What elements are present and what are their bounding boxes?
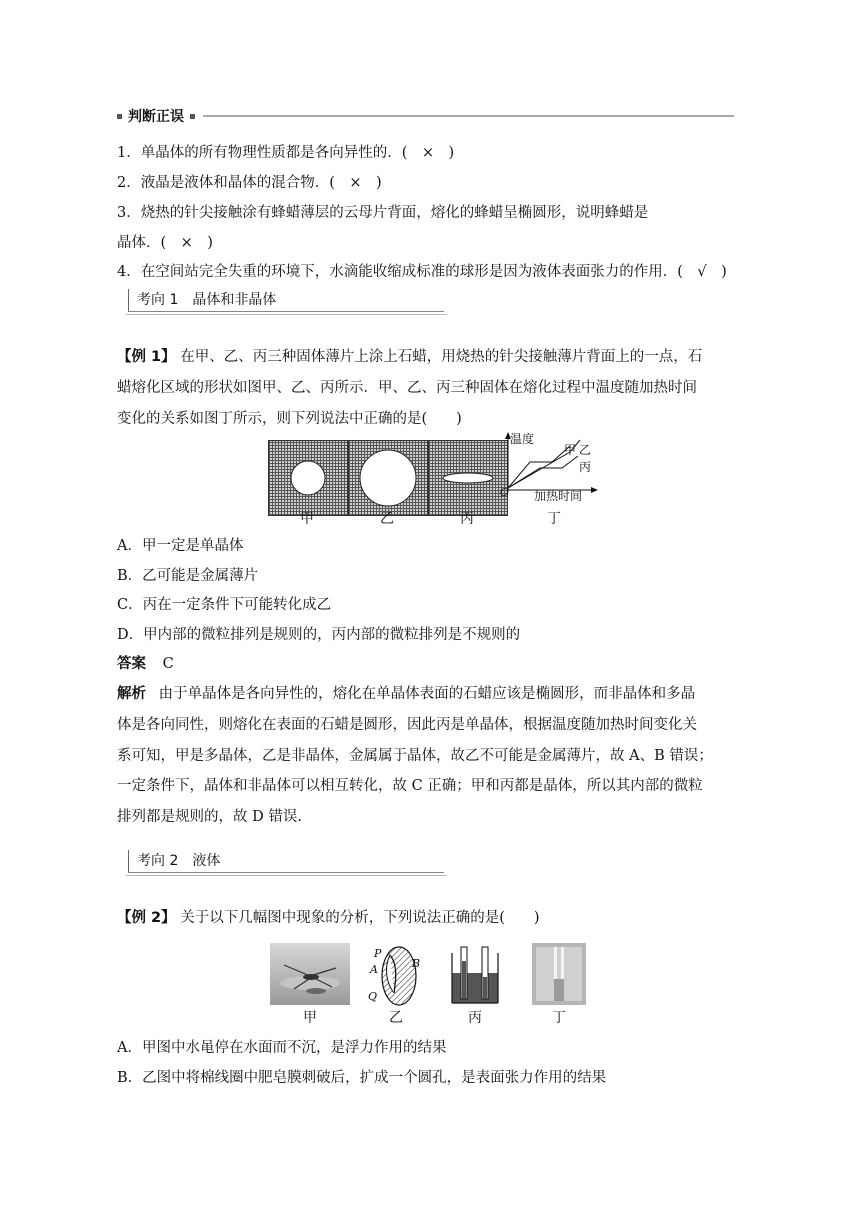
section-title: 判断正误	[128, 109, 184, 125]
square-bullet-icon	[117, 114, 122, 119]
fig1-label-bing: 丙	[460, 511, 474, 527]
example1-answer-line	[117, 652, 174, 673]
example1-option-b: B．乙可能是金属薄片	[117, 568, 259, 584]
kaoxiang-2-header	[128, 850, 444, 873]
judgment-1: 1．单晶体的所有物理性质都是各向异性的．( × )	[117, 145, 455, 161]
example1-tag: 【例 1】	[117, 349, 176, 365]
analysis-line-4: 一定条件下，晶体和非晶体可以相互转化，故 C 正确；甲和丙都是晶体，所以其内部的微粒	[117, 778, 703, 794]
label-a: A	[370, 963, 378, 976]
label-p: P	[374, 947, 382, 960]
fig2-label-ding: 丁	[552, 1010, 566, 1026]
fig1-label-jia: 甲	[300, 511, 314, 527]
fig2-label-bing: 丙	[468, 1010, 482, 1026]
example2-option-b: B．乙图中将棉线圈中肥皂膜刺破后，扩成一个圆孔，是表面张力作用的结果	[117, 1070, 607, 1086]
graph-y-label: 温度	[510, 432, 535, 446]
analysis-line-1	[117, 682, 695, 703]
circle-large-icon	[349, 441, 427, 515]
analysis-line-3: 系可知，甲是多晶体，乙是非晶体，金属属于晶体，故乙不可能是金属薄片，故 A、B 错误；	[117, 748, 713, 764]
circle-small-icon	[269, 441, 347, 515]
section-header	[117, 106, 734, 126]
capillary-photo	[532, 943, 586, 1005]
example1-text-1: 在甲、乙、丙三种固体薄片上涂上石蜡，用烧热的针尖接触薄片背面上的一点，石	[180, 349, 703, 365]
judgment-3-cont: 晶体．( × )	[117, 235, 213, 251]
fig1-label-yi: 乙	[380, 511, 394, 527]
example2-line	[117, 906, 540, 927]
label-b: B	[412, 957, 421, 970]
example1-option-d: D．甲内部的微粒排列是规则的，丙内部的微粒排列是不规则的	[117, 627, 521, 643]
answer-value: C	[162, 656, 174, 672]
analysis-text-1: 由于单晶体是各向异性的，熔化在单晶体表面的石蜡应该是椭圆形，而非晶体和多晶	[158, 686, 696, 702]
square-bullet-icon	[190, 114, 195, 119]
fig2-label-yi: 乙	[389, 1010, 403, 1026]
figure-jia-grid	[268, 440, 348, 516]
example1-option-c: C．丙在一定条件下可能转化成乙	[117, 597, 332, 613]
figure-bing-grid	[428, 440, 508, 516]
graph-curve-jia: 甲	[564, 443, 577, 457]
graph-x-label: 加热时间	[534, 489, 583, 503]
example2-option-a: A．甲图中水黾停在水面而不沉，是浮力作用的结果	[117, 1040, 447, 1056]
example2-tag: 【例 2】	[117, 910, 176, 926]
fig2-label-jia: 甲	[303, 1010, 317, 1026]
graph-curve-bing: 丙	[579, 460, 592, 474]
example1-line-3: 变化的关系如图丁所示，则下列说法中正确的是( )	[117, 411, 462, 427]
label-q: Q	[368, 990, 378, 1003]
kaoxiang-1-header	[128, 289, 444, 312]
graph-origin: O	[500, 486, 510, 499]
figure-yi-grid	[348, 440, 428, 516]
judgment-3: 3．烧热的针尖接触涂有蜂蜡薄层的云母片背面，熔化的蜂蜡呈椭圆形，说明蜂蜡是	[117, 205, 649, 221]
analysis-line-2: 体是各向同性，则熔化在表面的石蜡是圆形，因此丙是单晶体，根据温度随加热时间变化关	[117, 717, 697, 733]
graph-curve-yi: 乙	[579, 443, 592, 457]
example1-line-2: 蜡熔化区域的形状如图甲、乙、丙所示．甲、乙、丙三种固体在熔化过程中温度随加热时间	[117, 380, 697, 396]
water-strider-photo	[270, 943, 350, 1005]
capillary-tubes-figure	[446, 943, 506, 1005]
analysis-label: 解析	[117, 686, 146, 702]
answer-label: 答案	[117, 656, 146, 672]
kaoxiang-1-title: 考向 1 晶体和非晶体	[137, 292, 277, 308]
example2-stem: 关于以下几幅图中现象的分析，下列说法正确的是( )	[180, 910, 540, 926]
section-rule	[203, 115, 734, 117]
example1-line-1	[117, 345, 702, 366]
kaoxiang-2-title: 考向 2 液体	[137, 853, 221, 869]
ellipse-icon	[429, 441, 510, 515]
judgment-4: 4．在空间站完全失重的环境下，水滴能收缩成标准的球形是因为液体表面张力的作用．( √ )	[117, 264, 727, 280]
fig1-label-ding: 丁	[547, 511, 561, 527]
judgment-2: 2．液晶是液体和晶体的混合物．( × )	[117, 175, 382, 191]
analysis-line-5: 排列都是规则的，故 D 错误.	[117, 809, 302, 825]
example1-option-a: A．甲一定是单晶体	[117, 538, 244, 554]
